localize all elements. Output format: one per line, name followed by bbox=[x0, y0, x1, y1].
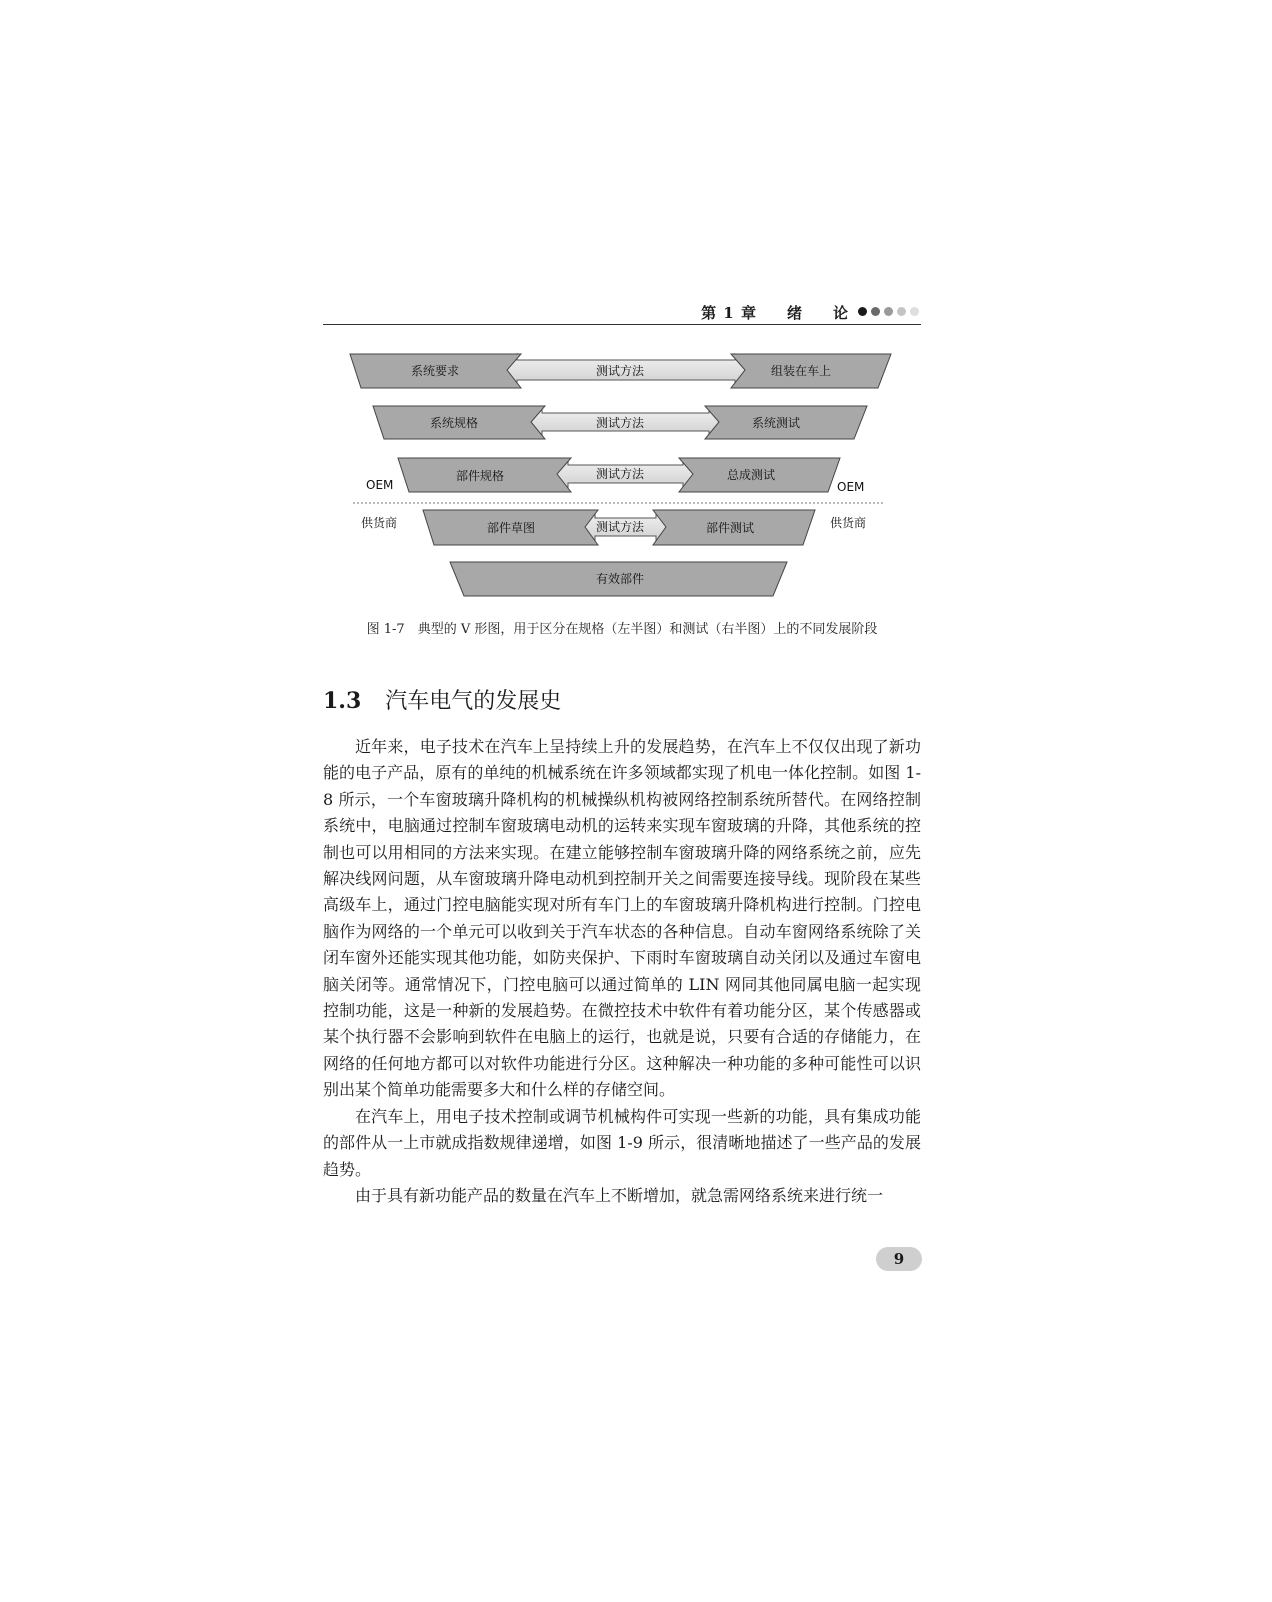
right-label-row3: 总成测试 bbox=[726, 468, 776, 482]
v-model-figure bbox=[323, 340, 921, 610]
chapter-number: 第 1 章 bbox=[701, 304, 757, 322]
running-header bbox=[323, 300, 921, 325]
chapter-title-b: 论 bbox=[832, 304, 849, 322]
mid-label-row1: 测试方法 bbox=[595, 364, 645, 378]
figure-caption: 图 1-7 典型的 V 形图，用于区分在规格（左半图）和测试（右半图）上的不同发展阶段 bbox=[366, 622, 878, 637]
header-dot-5 bbox=[910, 307, 919, 316]
oem-label-right: OEM bbox=[837, 480, 865, 494]
left-label-row1: 系统要求 bbox=[410, 364, 460, 378]
header-dot-1 bbox=[858, 307, 867, 316]
mid-label-row3: 测试方法 bbox=[595, 467, 645, 481]
mid-label-row4: 测试方法 bbox=[595, 520, 645, 534]
paragraph-3: 由于具有新功能产品的数量在汽车上不断增加，就急需网络系统来进行统一 bbox=[355, 1185, 884, 1205]
supplier-label-right: 供货商 bbox=[830, 516, 867, 530]
header-dot-2 bbox=[871, 307, 880, 316]
section-number: 1.3 bbox=[323, 688, 362, 714]
right-label-row4: 部件测试 bbox=[705, 521, 755, 535]
v-model-diagram bbox=[323, 340, 921, 610]
paragraph-2: 在汽车上，用电子技术控制或调节机械构件可实现一些新的功能，具有集成功能的部件从一上市就成指数规律递增，如图 1-9 所示，很清晰地描述了一些产品的发展趋势。 bbox=[323, 1106, 921, 1179]
oem-label-left: OEM bbox=[366, 478, 394, 492]
mid-label-row2: 测试方法 bbox=[595, 416, 645, 430]
chapter-title-a: 绪 bbox=[786, 304, 803, 322]
body-text bbox=[323, 734, 921, 1209]
section-title: 汽车电气的发展史 bbox=[385, 689, 562, 714]
section-heading bbox=[323, 684, 561, 715]
header-dots bbox=[858, 307, 919, 316]
right-label-row1: 组装在车上 bbox=[770, 364, 832, 378]
header-dot-4 bbox=[897, 307, 906, 316]
paragraph-1: 近年来，电子技术在汽车上呈持续上升的发展趋势，在汽车上不仅仅出现了新功能的电子产品，原有的单纯的机械系统在许多领域都实现了机电一体化控制。如图 1-8 所示，一个车窗玻璃升降机构的机械操纵机构被网络控制系统所替代。在网络控制系统中，电脑通过控制车窗玻璃电动机的运转来实现车窗玻璃的升降，其他系统的控制也可以用相同的方法来实现。在建立能够控制车窗玻璃升降的网络系统之前，应先解决线网问题，从车窗玻璃升降电动机到控制开关之间需要连接导线。现阶段在某些高级车上，通过门控电脑能实现对所有车门上的车窗玻璃升降机构进行控制。门控电脑作为网络的一个单元可以收到关于汽车状态的各种信息。自动车窗网络系统除了关闭车窗外还能实现其他功能，如防夹保护、下雨时车窗玻璃自动关闭以及通过车窗电脑关闭等。通常情况下，门控电脑可以通过简单的 LIN 网同其他同属电脑一起实现控制功能，这是一种新的发展趋势。在微控技术中软件有着功能分区，某个传感器或某个执行器不会影响到软件在电脑上的运行，也就是说，只要有合适的存储能力，在网络的任何地方都可以对软件功能进行分区。这种解决一种功能的多种可能性可以识别出某个简单功能需要多大和什么样的存储空间。 bbox=[323, 737, 921, 1100]
left-label-row4: 部件草图 bbox=[486, 521, 536, 535]
header-dot-3 bbox=[884, 307, 893, 316]
chapter-title bbox=[701, 302, 849, 323]
page-number: 9 bbox=[876, 1247, 922, 1271]
left-label-row3: 部件规格 bbox=[455, 469, 505, 483]
right-label-row2: 系统测试 bbox=[751, 416, 801, 430]
supplier-label-left: 供货商 bbox=[361, 516, 398, 530]
bottom-label: 有效部件 bbox=[595, 572, 645, 586]
left-label-row2: 系统规格 bbox=[429, 416, 479, 430]
